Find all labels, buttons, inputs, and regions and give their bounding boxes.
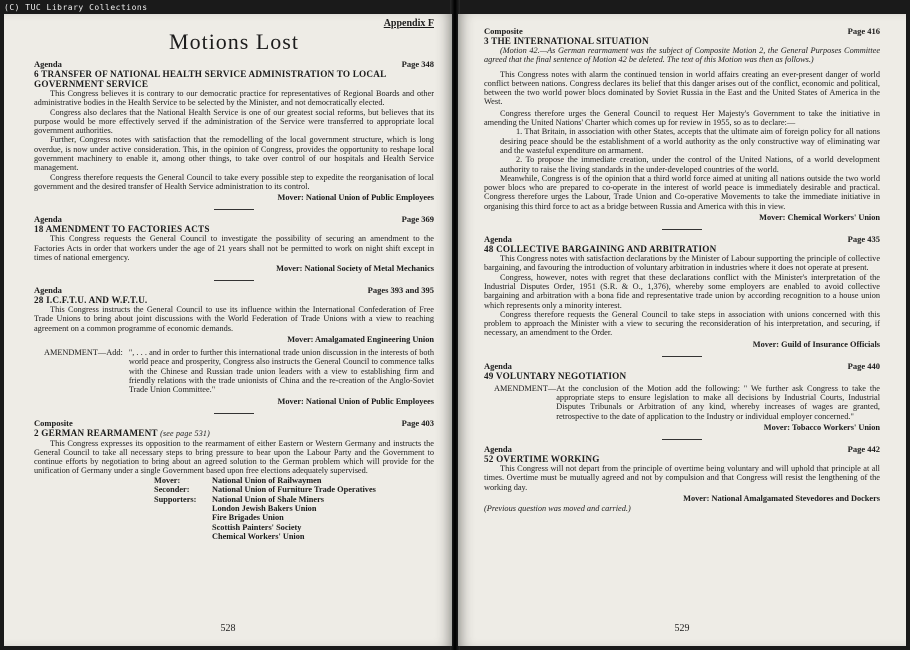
motion-paragraph: Congress also declares that the National Health Service is one of our greatest social reforms, but believes that its purpose would be more effectively served if the administration of the Service were transferred to appropriate local government authorities.: [34, 107, 434, 136]
collection-watermark: (C) TUC Library Collections: [4, 3, 148, 12]
motion-paragraph: Further, Congress notes with satisfaction that the remodelling of the local government structure, which is long overdue, is now under active consideration. This, in the opinion of Congress, provides the opportunity to reshape local government machinery to enable it, among other things, to take over control of our hospitals and Health Service management.: [34, 135, 434, 173]
section-ref: Composite: [34, 417, 73, 428]
mover-line: Mover: National Society of Metal Mechanics: [276, 264, 434, 274]
section-ref: Agenda: [34, 59, 62, 69]
section-ref: Agenda: [484, 360, 512, 371]
left-page: [4, 14, 452, 646]
motion-heading: 48 COLLECTIVE BARGAINING AND ARBITRATION: [484, 244, 717, 255]
divider: [214, 413, 254, 414]
mover-line: Mover: National Amalgamated Stevedores and Dockers: [683, 493, 880, 503]
amendment-text: ", . . . and in order to further this international trade union discussion in the interests of both world peace and prosperity, Congress also instructs the General Council to commence talks with the Chinese and Russian trade union leaders with a view to establishing firm and friendly relations with the trade unionists of China and the re-creation of the Anglo-Soviet Trade Union Committee.": [128, 348, 434, 395]
mover-line: Mover: National Union of Public Employees: [277, 193, 434, 203]
motion-heading: 18 AMENDMENT TO FACTORIES ACTS: [34, 224, 210, 235]
footnote: (Previous question was moved and carried.): [484, 503, 631, 513]
union-name: Scottish Painters' Society: [212, 522, 302, 532]
motion-heading: 52 OVERTIME WORKING: [484, 453, 600, 464]
mover-line: Mover: Tobacco Workers' Union: [763, 422, 880, 432]
heading-text: 2 GERMAN REARMAMENT: [34, 427, 158, 438]
role-label: Supporters:: [154, 494, 197, 504]
motion-heading: 6 TRANSFER OF NATIONAL HEALTH SERVICE ADMINISTRATION TO LOCAL GOVERNMENT SERVICE: [34, 69, 386, 89]
motion-paragraph: This Congress notes with alarm the continued tension in world affairs creating an ever-present danger of world conflict between nations. Congress declares its belief that this danger arises out of the conflict, economic and political, between the two world power blocs dominated by Soviet Russia in the East and the United States of America in the West.: [484, 69, 880, 107]
role-label: Seconder:: [154, 485, 190, 495]
mover-line: Mover: National Union of Public Employees: [277, 396, 434, 406]
motion-paragraph: This Congress requests the General Council to investigate the possibility of securing an amendment to the Factories Acts in order that workers under the age of 21 years shall not be permitted to work on night shift except in times of national emergency.: [34, 234, 434, 262]
union-name: Fire Brigades Union: [212, 513, 284, 523]
divider: [662, 229, 702, 230]
motion-paragraph: Congress therefore urges the General Council to request Her Majesty's Government to take the initiative in amending the United Nations' Charter which comes up for review in 1955, so as to declare:—: [484, 108, 880, 128]
amendment-label: AMENDMENT—: [494, 383, 557, 393]
role-label: [154, 532, 212, 541]
right-page: [458, 14, 906, 646]
section-ref: Agenda: [484, 443, 512, 454]
motion-paragraph: This Congress will not depart from the principle of overtime being voluntary and will uphold that principle at all times. Overtime must be mutually agreed and not by compulsion and that Congress will resist the lengthening of the working day.: [484, 463, 880, 492]
page-ref: Page 348: [401, 59, 434, 69]
amendment: [484, 384, 880, 421]
divider: [214, 209, 254, 210]
section-ref: Agenda: [34, 214, 62, 225]
supporters-block: [154, 476, 434, 542]
page-title: Motions Lost: [169, 29, 299, 54]
motion-paragraph: Meanwhile, Congress is of the opinion that a third world force aimed at uniting all nations outside the two world power blocs who are prepared to co-operate in the interest of world peace is immediately desirable and practical. Congress therefore urges the Labour, Trade Union and Co-operative Movements to take the immediate initiative in organising this third force to act as a bridge between Russia and America with this in view.: [484, 173, 880, 211]
role-label: [154, 513, 212, 522]
divider: [662, 439, 702, 440]
page-ref: Page 442: [847, 443, 880, 454]
page-ref: Page 403: [401, 417, 434, 428]
motion-section: [484, 361, 880, 433]
union-name: National Union of Railwaymen: [212, 475, 322, 485]
page-number: 529: [674, 623, 690, 634]
motion-heading: 49 VOLUNTARY NEGOTIATION: [484, 370, 627, 381]
page-ref: Page 435: [847, 234, 880, 245]
motion-paragraph: This Congress expresses its opposition to the rearmament of either Eastern or Western Germany and instructs the General Council to take all necessary steps to bring pressure to bear upon the Labour Party and the Government to continue efforts by negotiation to bring about an agreed solution to the German problem which will provide for the unification of Germany under a single Government based upon free elections adequately supervised.: [34, 438, 434, 476]
divider: [214, 280, 254, 281]
mover-line: Mover: Guild of Insurance Officials: [752, 339, 880, 349]
mover-line: Mover: Chemical Workers' Union: [759, 213, 880, 223]
motion-section: [34, 285, 434, 406]
motion-section: [34, 59, 434, 203]
section-ref: Composite: [484, 26, 523, 36]
section-ref: Agenda: [484, 234, 512, 245]
heading-note: (see page 531): [160, 428, 210, 438]
mover-line: Mover: Amalgamated Engineering Union: [287, 335, 434, 345]
role-label: [154, 504, 212, 513]
motion-section: [34, 418, 434, 542]
union-name: Chemical Workers' Union: [212, 532, 305, 542]
page-number: 528: [220, 623, 236, 634]
motion-note: (Motion 42.—As German rearmament was the subject of Composite Motion 2, the General Purposes Committee agreed that the final sentence of Motion 42 be deleted. The text of this Motion was then as follows.): [484, 46, 880, 65]
motion-paragraph: This Congress believes it is contrary to our democratic practice for representatives of Regional Boards and other administrative bodies in the Health Service to be selected by the Minister, and not democratically elected.: [34, 89, 434, 108]
divider: [662, 356, 702, 357]
motion-section: [484, 26, 880, 223]
union-name: London Jewish Bakers Union: [212, 503, 317, 513]
section-ref: Agenda: [34, 285, 62, 296]
page-ref: Page 416: [847, 26, 880, 36]
numbered-item: 2. To propose the immediate creation, under the control of the United Nations, of a world development authority to raise the living standards in the under-developed countries of the world.: [500, 155, 880, 174]
union-name: National Union of Shale Miners: [212, 494, 325, 504]
appendix-label: Appendix F: [383, 18, 434, 29]
motion-paragraph: This Congress instructs the General Council to use its influence within the International Confederation of Free Trade Unions to bring about joint discussions with the World Federation of Trade Unions with a view to reaching agreement on a common programme of economic demands.: [34, 305, 434, 333]
motion-section: [34, 214, 434, 274]
role-label: Mover:: [154, 475, 181, 485]
amendment-label: AMENDMENT—Add:: [44, 348, 123, 358]
motion-heading: [34, 428, 434, 439]
motion-heading: 28 I.C.F.T.U. AND W.F.T.U.: [34, 295, 148, 306]
amendment-text: At the conclusion of the Motion add the following: " We further ask Congress to take the appropriate steps to ensure legislation to make all decisions by Industrial Courts, Industrial Disputes Tribunals or Arbitration of any kind, whereby increases of wages are granted, retrospective to the date of application to the Industry or individual employer concerned.": [556, 383, 880, 421]
motion-paragraph: Congress therefore requests the General Council to take every possible step to expedite the reorganisation of local government and the desired transfer of Health Service administration to its control.: [34, 172, 434, 191]
motion-section: [484, 444, 880, 513]
motion-paragraph: Congress therefore requests the General Council to take steps in association with unions concerned with this problem to approach the Minister with a view to securing the reconsideration of his interpretation, and securing, if necessary, an amendment to the Order.: [484, 309, 880, 338]
motion-heading: 3 THE INTERNATIONAL SITUATION: [484, 36, 649, 46]
page-ref: Page 440: [847, 360, 880, 371]
numbered-item: 1. That Britain, in association with other States, accepts that the ultimate aim of foreign policy for all nations desiring peace should be the establishment of a world authority as the only constructive way of eliminating war and the wasteful expenditure on armament.: [500, 127, 880, 155]
motion-paragraph: Congress, however, notes with regret that these declarations conflict with the Minister's interpretation of the Industrial Disputes Order, 1951 (S.R. & O., 1,376), whereby some employers are enabled to avoid collective bargaining and arbitration with a bona fide and representative trade union by according recognition to a house union which represents only a minority interest.: [484, 272, 880, 310]
page-ref: Page 369: [401, 214, 434, 225]
page-ref: Pages 393 and 395: [367, 285, 434, 296]
union-name: National Union of Furniture Trade Operatives: [212, 485, 376, 495]
role-label: [154, 523, 212, 532]
motion-section: [484, 234, 880, 350]
amendment: [34, 348, 434, 394]
motion-paragraph: This Congress notes with satisfaction declarations by the Minister of Labour supporting the principle of collective bargaining, and favouring the introduction of voluntary arbitration in industries where it does not operate at present.: [484, 254, 880, 273]
